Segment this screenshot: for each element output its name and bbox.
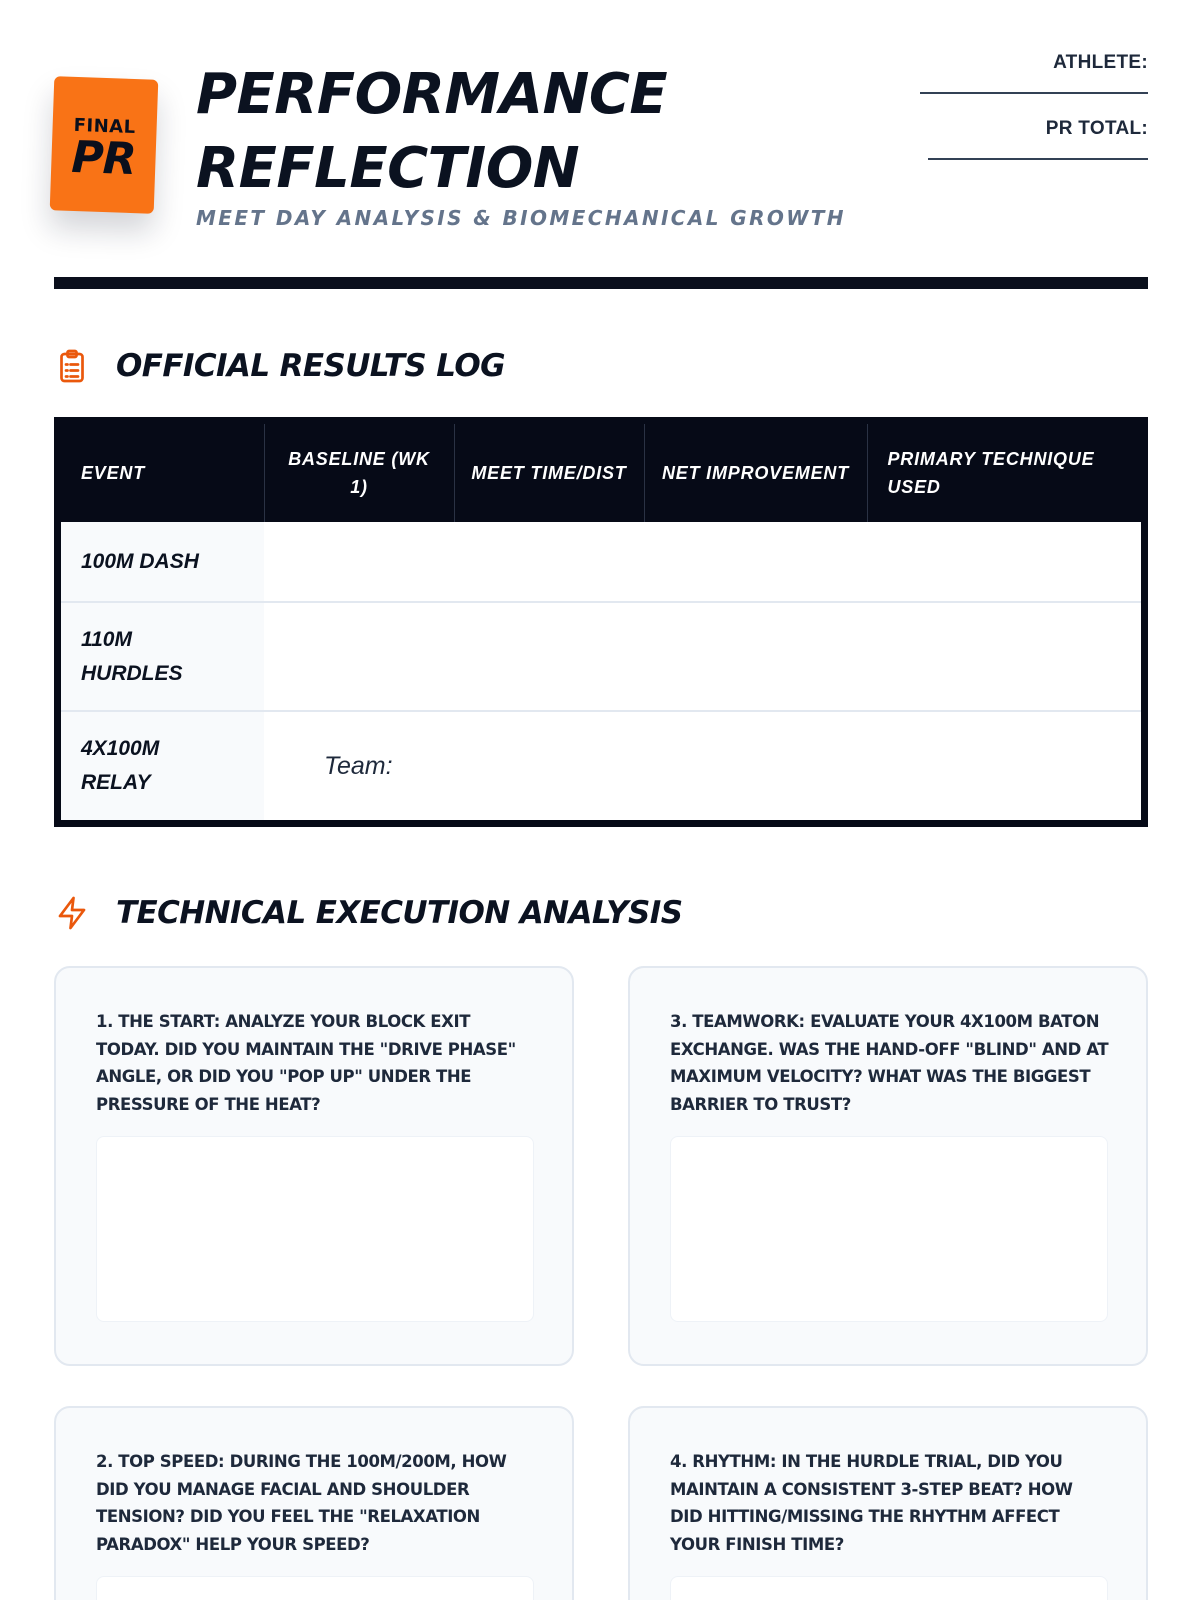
pr-total-blank-line[interactable] (928, 158, 1148, 160)
column-header-baseline: BASELINE (WK 1) (264, 424, 454, 522)
athlete-meta (908, 52, 1148, 184)
athlete-blank-line[interactable] (920, 92, 1148, 94)
results-header-row (61, 424, 1141, 522)
question-text: 3. TEAMWORK: EVALUATE YOUR 4X100M BATON EXCHANGE. WAS THE HAND-OFF "BLIND" AND AT MAXIMUM VELOCITY? WHAT WAS THE BIGGEST BARRIER TO TRUST? (670, 1012, 1109, 1114)
event-cell-line: RELAY (81, 771, 151, 794)
entry-cell[interactable] (264, 602, 1141, 711)
team-entry-cell[interactable]: Team: (264, 711, 1141, 820)
lightning-icon (54, 895, 90, 931)
column-header-event: EVENT (61, 424, 264, 522)
column-header-meet: MEET TIME/DIST (454, 424, 644, 522)
header-divider (54, 277, 1148, 289)
page-subtitle: MEET DAY ANALYSIS & BIOMECHANICAL GROWTH (196, 206, 846, 230)
question-card-teamwork (628, 966, 1148, 1366)
title-line-1: PERFORMANCE (196, 62, 668, 127)
results-section-header (54, 348, 505, 384)
event-cell-line: 110M (81, 627, 132, 651)
event-cell-line: HURDLES (81, 661, 183, 685)
page-title (196, 58, 896, 206)
question-text: 4. RHYTHM: IN THE HURDLE TRIAL, DID YOU MAINTAIN A CONSISTENT 3-STEP BEAT? HOW DID HITTING/MISSING THE RHYTHM AFFECT YOUR FINISH TIME? (670, 1452, 1073, 1554)
question-card-start (54, 966, 574, 1366)
question-text: 2. TOP SPEED: DURING THE 100M/200M, HOW DID YOU MANAGE FACIAL AND SHOULDER TENSION? DID YOU FEEL THE "RELAXATION PARADOX" HELP YOUR SPEED? (96, 1452, 507, 1554)
answer-box[interactable] (96, 1576, 534, 1600)
table-row (61, 602, 1141, 711)
answer-box[interactable] (96, 1136, 534, 1322)
answer-box[interactable] (670, 1576, 1108, 1600)
event-cell (61, 711, 264, 820)
column-header-technique: PRIMARY TECHNIQUE USED (867, 424, 1141, 522)
event-cell-line: 4X100M (81, 737, 160, 760)
question-text: 1. THE START: ANALYZE YOUR BLOCK EXIT TODAY. DID YOU MAINTAIN THE "DRIVE PHASE" ANGLE, OR DID YOU "POP UP" UNDER THE PRESSURE OF THE HEAT? (96, 1012, 516, 1114)
athlete-label: ATHLETE: (1053, 52, 1148, 73)
event-cell (61, 602, 264, 711)
results-table (54, 417, 1148, 827)
pr-total-label: PR TOTAL: (1045, 118, 1148, 139)
results-heading: OFFICIAL RESULTS LOG (116, 348, 505, 384)
clipboard-icon (54, 348, 90, 384)
analysis-section-header (54, 895, 682, 931)
event-cell: 100M DASH (61, 522, 264, 602)
title-line-2: REFLECTION (196, 136, 580, 201)
table-row (61, 711, 1141, 820)
final-pr-badge (50, 76, 159, 214)
entry-cell[interactable] (264, 522, 1141, 602)
column-header-improvement: NET IMPROVEMENT (644, 424, 867, 522)
question-card-rhythm (628, 1406, 1148, 1600)
question-card-top-speed (54, 1406, 574, 1600)
badge-small-text: FINAL (73, 114, 136, 138)
answer-box[interactable] (670, 1136, 1108, 1322)
badge-big-text: PR (70, 131, 137, 185)
table-row (61, 522, 1141, 602)
analysis-heading: TECHNICAL EXECUTION ANALYSIS (116, 895, 683, 931)
